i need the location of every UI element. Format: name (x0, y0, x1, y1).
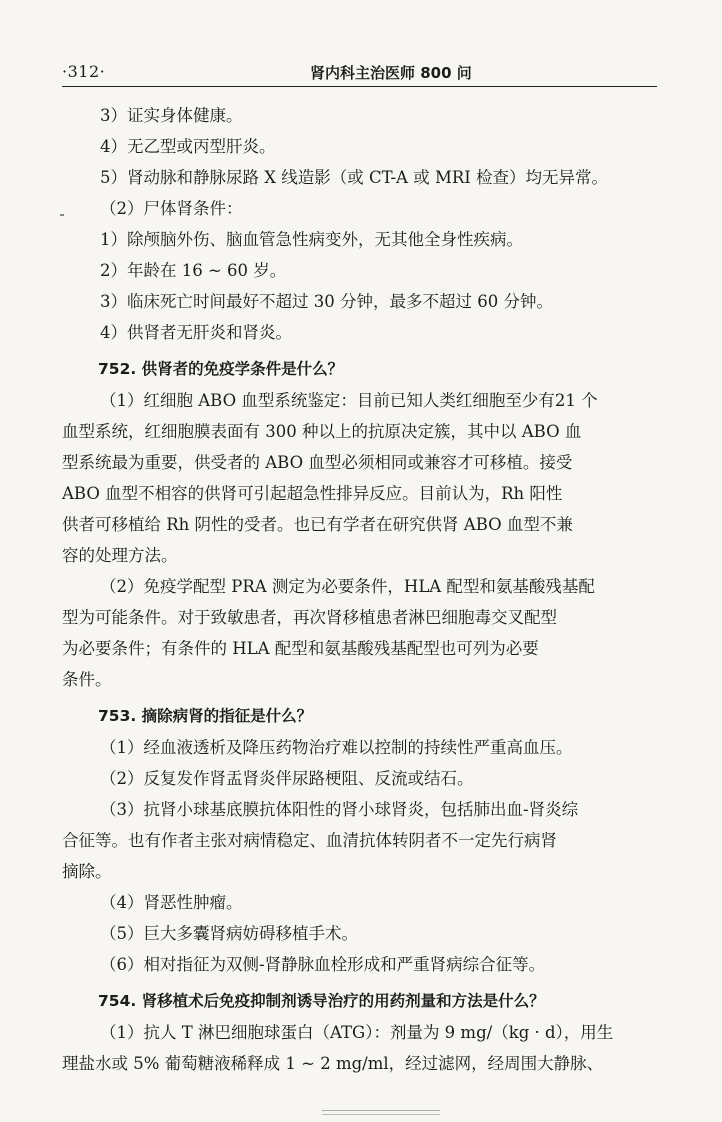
text-line: （2）免疫学配型 PRA 测定为必要条件，HLA 配型和氨基酸残基配 (100, 577, 595, 596)
book-title: 肾内科主治医师 800 问 (310, 64, 472, 82)
page-header (62, 60, 657, 87)
page-body (62, 100, 662, 1079)
text-line: （3）抗肾小球基底膜抗体阳性的肾小球肾炎，包括肺出血-肾炎综 (100, 800, 579, 819)
text-line: （2）尸体肾条件： (100, 199, 243, 218)
text-line: 容的处理方法。 (62, 546, 178, 565)
text-line: 3）证实身体健康。 (100, 106, 243, 125)
question-752-heading: 752. 供肾者的免疫学条件是什么？ (98, 360, 344, 378)
text-line: （4）肾恶性肿瘤。 (100, 893, 243, 912)
text-line: 型为可能条件。对于致敏患者，再次肾移植患者淋巴细胞毒交叉配型 (62, 608, 557, 627)
text-line: （2）反复发作肾盂肾炎伴尿路梗阻、反流或结石。 (100, 769, 474, 788)
text-line: 型系统最为重要，供受者的 ABO 血型必须相同或兼容才可移植。接受 (62, 453, 573, 472)
text-line: 条件。 (62, 670, 112, 689)
text-line: （1）红细胞 ABO 血型系统鉴定：目前已知人类红细胞至少有21 个 (100, 391, 598, 410)
text-line: （1）经血液透析及降压药物治疗难以控制的持续性严重高血压。 (100, 738, 573, 757)
text-line: 合征等。也有作者主张对病情稳定、血清抗体转阴者不一定先行病肾 (62, 831, 557, 850)
question-753-heading: 753. 摘除病肾的指征是什么？ (98, 707, 313, 725)
text-line: 4）无乙型或丙型肝炎。 (100, 137, 276, 156)
text-line: 1）除颅脑外伤、脑血管急性病变外，无其他全身性疾病。 (100, 230, 523, 249)
text-line: ABO 血型不相容的供肾可引起超急性排异反应。目前认为，Rh 阳性 (62, 484, 563, 503)
text-line: （1）抗人 T 淋巴细胞球蛋白（ATG）：剂量为 9 mg/（kg · d），用生 (100, 1023, 614, 1042)
text-line: 为必要条件；有条件的 HLA 配型和氨基酸残基配型也可列为必要 (62, 639, 539, 658)
text-line: 血型系统，红细胞膜表面有 300 种以上的抗原决定簇，其中以 ABO 血 (62, 422, 582, 441)
text-line: 3）临床死亡时间最好不超过 30 分钟，最多不超过 60 分钟。 (100, 292, 553, 311)
footer-rule (322, 1110, 440, 1115)
question-754-heading: 754. 肾移植术后免疫抑制剂诱导治疗的用药剂量和方法是什么？ (98, 992, 545, 1010)
text-line: 理盐水或 5% 葡萄糖液稀释成 1 ~ 2 mg/ml，经过滤网，经周围大静脉、 (62, 1054, 604, 1073)
text-line: （5）巨大多囊肾病妨碍移植手术。 (100, 924, 358, 943)
text-line: 4）供肾者无肝炎和肾炎。 (100, 323, 292, 342)
text-line: 摘除。 (62, 862, 112, 881)
text-line: （6）相对指征为双侧-肾静脉血栓形成和严重肾病综合征等。 (100, 955, 546, 974)
text-line: 5）肾动脉和静脉尿路 X 线造影（或 CT-A 或 MRI 检查）均无异常。 (100, 168, 609, 187)
text-line: 供者可移植给 Rh 阴性的受者。也已有学者在研究供肾 ABO 血型不兼 (62, 515, 573, 534)
page-number: ·312· (62, 62, 106, 81)
text-line: 2）年龄在 16 ~ 60 岁。 (100, 261, 287, 280)
